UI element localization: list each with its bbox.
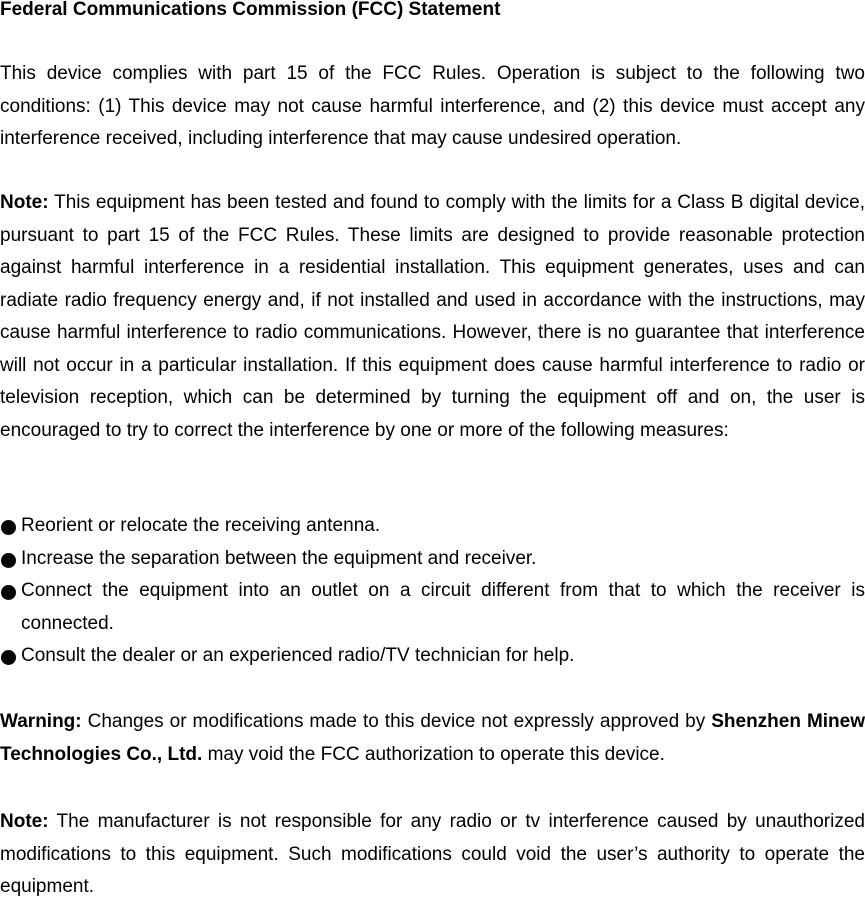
list-item [0,640,865,673]
disclaimer-paragraph [0,806,865,904]
note-paragraph [0,187,865,447]
list-item-text: Increase the separation between the equipment and receiver. [21,547,537,569]
warning-paragraph [0,706,865,771]
compliance-text: This device complies with part 15 of the FCC Rules. Operation is subject to the following two conditions: (1) This device may not cause harmful interference, and (2) this device must accept any interference received, including interference that may cause undesired operation. [0,63,865,149]
list-item [0,575,865,640]
bullet-icon [1,553,16,568]
compliance-paragraph [0,58,865,156]
note-label: Note: [0,192,49,213]
list-item-text: Reorient or relocate the receiving antenna. [21,515,381,536]
list-item-text: Connect the equipment into an outlet on a circuit different from that to which the receiver is connected. [21,580,865,634]
note-text: This equipment has been tested and found to comply with the limits for a Class B digital device, pursuant to part 15 of the FCC Rules. These limits are designed to provide reasonable protection against harmful interference in a residential installation. This equipment generates, uses and can radiate radio frequency energy and, if not installed and used in accordance with the instructions, may cause harmful interference to radio communications. However, there is no guarantee that interference will not occur in a particular installation. If this equipment does cause harmful interference to radio or television reception, which can be determined by turning the equipment off and on, the user is encouraged to try to correct the interference by one or more of the following measures: [0,192,865,441]
list-item [0,510,865,543]
list-item [0,543,865,576]
warning-text-end: may void the FCC authorization to operate this device. [202,743,665,765]
bullet-icon [1,585,16,600]
bullet-icon [1,520,16,535]
page-title: Federal Communications Commission (FCC) Statement [0,0,501,20]
measures-list [0,510,865,673]
company-name: Shenzhen Minew Technologies Co., Ltd. [0,711,865,765]
list-item-text: Consult the dealer or an experienced radio/TV technician for help. [21,645,575,666]
bullet-icon [1,650,16,665]
disclaimer-label: Note: [0,811,49,832]
warning-label: Warning: [0,711,82,732]
warning-text: Changes or modifications made to this device not expressly approved by [81,711,712,732]
disclaimer-text: The manufacturer is not responsible for any radio or tv interference caused by unauthorized modifications to this equipment. Such modifications could void the user’s authority to operate the equipment. [0,811,865,897]
